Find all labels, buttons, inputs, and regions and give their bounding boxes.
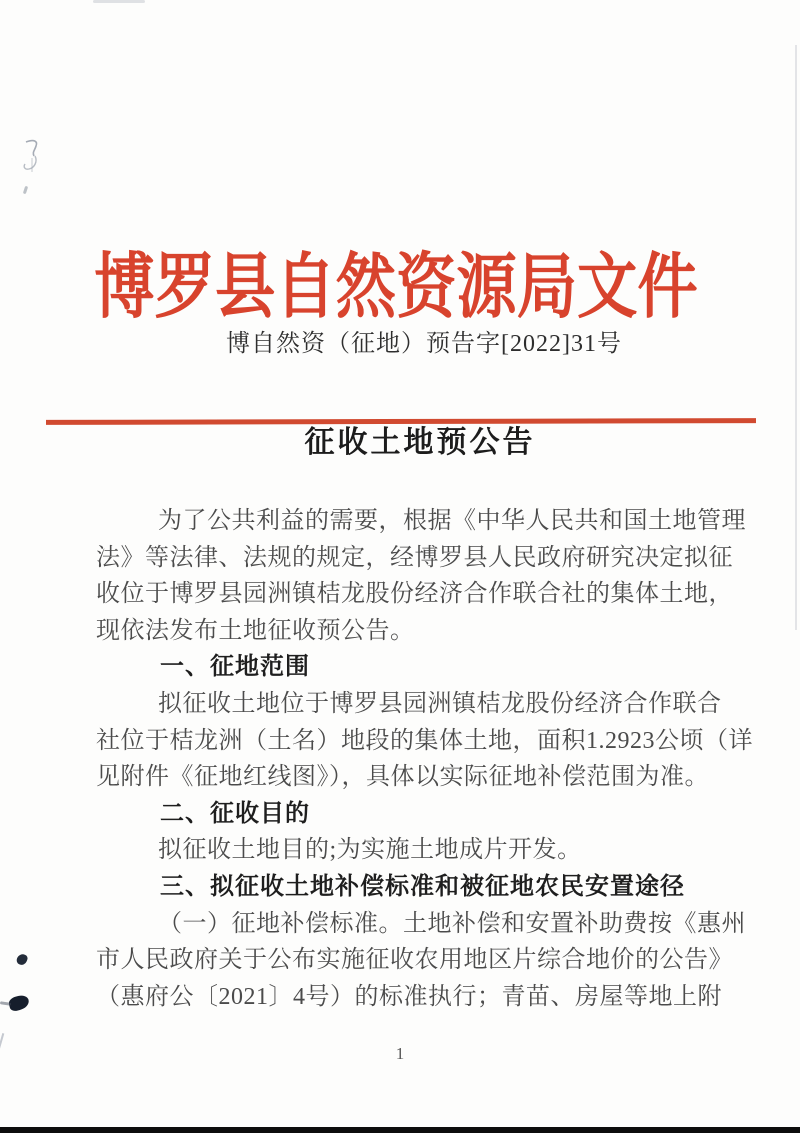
masthead bbox=[0, 246, 792, 330]
scan-edge-bar-bottom bbox=[0, 1127, 800, 1133]
document-text-line: 拟征收土地目的;为实施土地成片开发。 bbox=[158, 837, 582, 864]
pencil-scribble-mark bbox=[20, 138, 48, 186]
document-body bbox=[96, 503, 753, 1015]
edge-scratch-mark bbox=[0, 1033, 4, 1050]
document-text-line: 现依法发布土地征收预公告。 bbox=[96, 617, 415, 644]
document-text-line: 社位于桔龙洲（土名）地段的集体土地，面积1.2923公顷（详 bbox=[96, 727, 753, 754]
scan-speck bbox=[23, 186, 28, 195]
document-title: 征收土地预公告 bbox=[304, 426, 536, 459]
scan-smudge-top bbox=[93, 0, 145, 3]
masthead-org-title: 博罗县自然资源局文件 bbox=[94, 249, 698, 327]
ink-blot-small bbox=[15, 953, 28, 967]
document-text-line: 法》等法律、法规的规定，经博罗县人民政府研究决定拟征 bbox=[96, 544, 733, 571]
section-heading-line: 三、拟征收土地补偿标准和被征地农民安置途径 bbox=[160, 872, 685, 900]
section-heading-line: 一、征地范围 bbox=[160, 653, 310, 681]
section-heading-line: 二、征收目的 bbox=[160, 799, 310, 827]
ink-blot-tail bbox=[0, 1001, 11, 1006]
document-text-line: 为了公共利益的需要，根据《中华人民共和国土地管理 bbox=[158, 508, 746, 534]
document-text-line: 收位于博罗县园洲镇桔龙股份经济合作联合社的集体土地， bbox=[96, 581, 733, 608]
document-text-line: 拟征收土地位于博罗县园洲镇桔龙股份经济合作联合 bbox=[158, 690, 722, 717]
document-text-line: （惠府公〔2021〕4号）的标准执行；青苗、房屋等地上附 bbox=[96, 983, 722, 1010]
document-text-line: （一）征地补偿标准。土地补偿和安置补助费按《惠州 bbox=[158, 910, 746, 937]
document-text-line: 见附件《征地红线图》），具体以实际征地补偿范围为准。 bbox=[96, 764, 709, 791]
page-number: 1 bbox=[395, 1044, 405, 1063]
document-text-line: 市人民政府关于公布实施征收农用地区片综合地价的公告》 bbox=[96, 947, 733, 974]
document-number: 博自然资（征地）预告字[2022]31号 bbox=[226, 331, 622, 357]
